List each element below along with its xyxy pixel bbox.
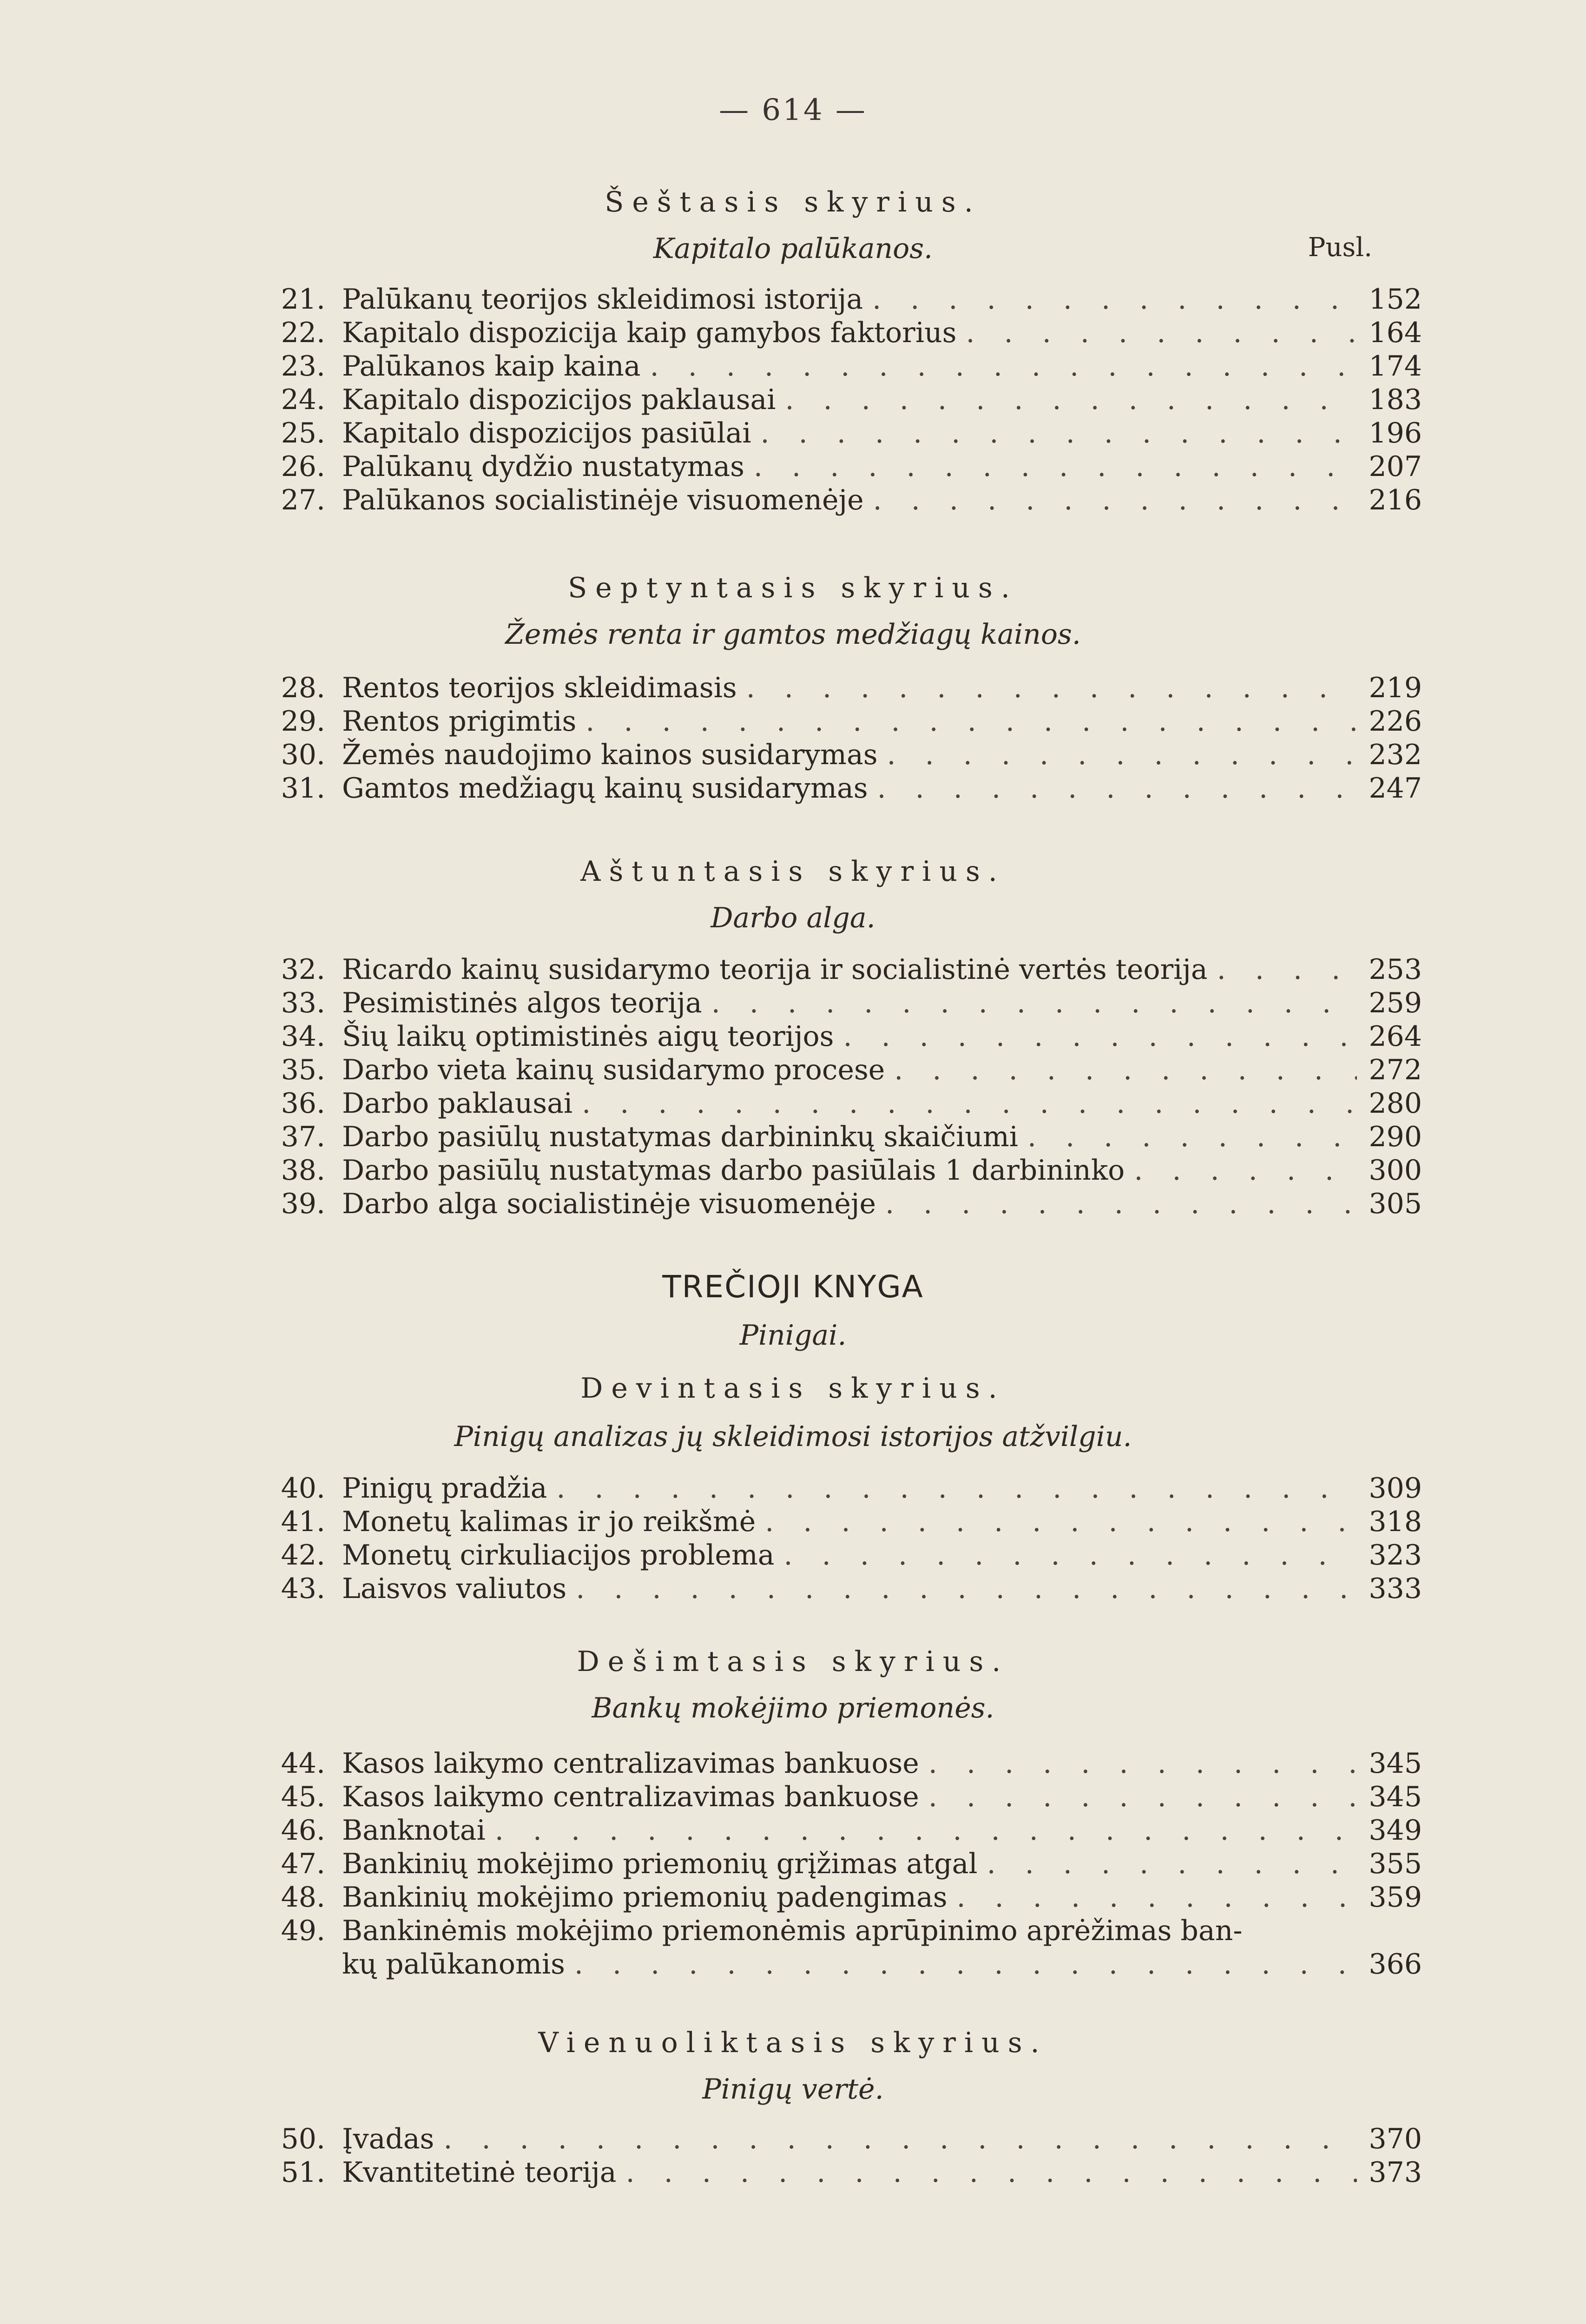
entry-number: 49. [281, 1915, 325, 1947]
dot-leader [878, 738, 1357, 772]
chapter-subtitle: Kapitalo palūkanos. [653, 232, 933, 265]
entry-page: 345 [1369, 1747, 1422, 1780]
toc-entry[interactable] [251, 350, 1422, 383]
entry-title: Banknotai [342, 1814, 486, 1847]
entry-title: Darbo pasiūlų nustatymas darbininkų skaičiumi [342, 1121, 1018, 1153]
entry-line-2 [251, 1948, 1422, 1981]
entry-page: 318 [1369, 1505, 1422, 1538]
toc-entry[interactable] [251, 1780, 1422, 1814]
entry-number: 41. [281, 1505, 325, 1538]
toc-entry[interactable] [251, 1572, 1422, 1605]
entry-page: 226 [1369, 705, 1422, 738]
toc-entry[interactable] [251, 1120, 1422, 1154]
entry-title: Rentos prigimtis [342, 705, 577, 738]
entry-page: 290 [1369, 1121, 1422, 1153]
entry-title: Palūkanų teorijos skleidimosi istorija [342, 283, 863, 316]
entry-page: 323 [1369, 1539, 1422, 1571]
entry-page: 253 [1369, 953, 1422, 986]
toc-entry[interactable] [251, 705, 1422, 738]
toc-entry[interactable] [251, 1538, 1422, 1572]
dot-leader [863, 283, 1357, 316]
entry-page: 264 [1369, 1020, 1422, 1053]
entry-number: 45. [281, 1781, 325, 1813]
entry-page: 174 [1369, 350, 1422, 383]
entry-title: Kasos laikymo centralizavimas bankuose [342, 1781, 919, 1813]
entry-title: Darbo paklausai [342, 1087, 573, 1120]
entry-title: Gamtos medžiagų kainų susidarymas [342, 772, 868, 805]
entry-page: 345 [1369, 1781, 1422, 1813]
chapter-subtitle: Bankų mokėjimo priemonės. [592, 1692, 994, 1724]
dot-leader [864, 483, 1357, 517]
entry-page: 359 [1369, 1881, 1422, 1914]
toc-entry[interactable] [251, 1881, 1422, 1914]
entry-number: 27. [281, 484, 325, 516]
entry-title: Kasos laikymo centralizavimas bankuose [342, 1747, 919, 1780]
entry-line-1 [251, 1914, 1422, 1948]
entry-number: 47. [281, 1848, 325, 1880]
entry-number: 42. [281, 1539, 325, 1571]
dot-leader [737, 671, 1357, 705]
dot-leader [566, 1572, 1357, 1605]
page-number: — 614 — [719, 93, 867, 127]
toc-entry[interactable] [251, 1847, 1422, 1881]
entry-number: 24. [281, 383, 325, 416]
entry-title: Bankinių mokėjimo priemonių padengimas [342, 1881, 948, 1914]
entry-title-line-1: Bankinėmis mokėjimo priemonėmis aprūpinimo aprėžimas ban- [342, 1915, 1243, 1947]
dot-leader [1125, 1154, 1357, 1187]
toc-entry[interactable] [251, 1747, 1422, 1780]
entry-number: 44. [281, 1747, 325, 1780]
entry-page: 370 [1369, 2123, 1422, 2155]
dot-leader [978, 1847, 1357, 1881]
entry-number: 28. [281, 672, 325, 704]
entry-page: 219 [1369, 672, 1422, 704]
dot-leader [775, 1538, 1357, 1572]
page-column-label: Pusl. [1308, 232, 1372, 263]
entry-title: Palūkanos kaip kaina [342, 350, 641, 383]
entry-page: 164 [1369, 317, 1422, 349]
dot-leader [565, 1948, 1357, 1981]
entry-page: 355 [1369, 1848, 1422, 1880]
dot-leader [744, 450, 1357, 483]
dot-leader [434, 2122, 1357, 2156]
dot-leader [576, 705, 1357, 738]
entry-title: Kvantitetinė teorija [342, 2156, 617, 2189]
entry-title: Pinigų pradžia [342, 1472, 547, 1505]
chapter-title: Vienuoliktasis skyrius. [538, 2027, 1048, 2059]
entry-number: 31. [281, 772, 325, 805]
chapter-title: Dešimtasis skyrius. [577, 1645, 1009, 1678]
entry-number: 35. [281, 1054, 325, 1086]
dot-leader [776, 383, 1357, 416]
toc-entry-multiline[interactable] [251, 1914, 1422, 1981]
entry-page: 300 [1369, 1154, 1422, 1187]
entry-number: 46. [281, 1814, 325, 1847]
entry-page: 232 [1369, 739, 1422, 771]
toc-entry[interactable] [251, 450, 1422, 483]
dot-leader [751, 416, 1357, 450]
entry-number: 37. [281, 1121, 325, 1153]
dot-leader [547, 1472, 1357, 1505]
book-subtitle: Pinigai. [739, 1319, 847, 1352]
entry-page: 309 [1369, 1472, 1422, 1505]
entry-title: Bankinių mokėjimo priemonių grįžimas atgal [342, 1848, 978, 1880]
entry-number: 29. [281, 705, 325, 738]
toc-entry[interactable] [251, 986, 1422, 1020]
entry-page: 196 [1369, 417, 1422, 449]
chapter-subtitle: Darbo alga. [711, 902, 875, 934]
toc-entry[interactable] [251, 671, 1422, 705]
entry-title: Laisvos valiutos [342, 1572, 567, 1605]
entry-title: Kapitalo dispozicija kaip gamybos faktorius [342, 317, 957, 349]
dot-leader [885, 1053, 1357, 1087]
toc-entry[interactable] [251, 383, 1422, 416]
dot-leader [486, 1814, 1357, 1847]
dot-leader [756, 1505, 1357, 1538]
dot-leader [956, 316, 1357, 350]
entry-title: Ricardo kainų susidarymo teorija ir socialistinė vertės teorija [342, 953, 1208, 986]
entry-number: 43. [281, 1572, 325, 1605]
chapter-title: Devintasis skyrius. [580, 1372, 1006, 1405]
toc-entry[interactable] [251, 1814, 1422, 1847]
chapter-subtitle: Žemės renta ir gamtos medžiagų kainos. [505, 618, 1081, 651]
entry-title: Monetų cirkuliacijos problema [342, 1539, 775, 1571]
toc-entry[interactable] [251, 1505, 1422, 1538]
entry-number: 33. [281, 987, 325, 1019]
entry-number: 30. [281, 739, 325, 771]
toc-entry[interactable] [251, 772, 1422, 805]
toc-entry[interactable] [251, 283, 1422, 316]
entry-page: 247 [1369, 772, 1422, 805]
entry-number: 32. [281, 953, 325, 986]
entry-page: 152 [1369, 283, 1422, 316]
toc-entry[interactable] [251, 416, 1422, 450]
entry-page: 207 [1369, 450, 1422, 483]
toc-entry[interactable] [251, 953, 1422, 986]
chapter-subtitle: Pinigų vertė. [702, 2073, 884, 2106]
entry-number: 51. [281, 2156, 325, 2189]
entry-title: Darbo vieta kainų susidarymo procese [342, 1054, 885, 1086]
toc-entry[interactable] [251, 2156, 1422, 2189]
entry-title: Įvadas [342, 2123, 434, 2155]
dot-leader [834, 1020, 1357, 1053]
entry-title: Monetų kalimas ir jo reikšmė [342, 1505, 756, 1538]
toc-entry[interactable] [251, 1020, 1422, 1053]
dot-leader [876, 1187, 1357, 1221]
entry-title: Rentos teorijos skleidimasis [342, 672, 737, 704]
dot-leader [948, 1881, 1357, 1914]
entry-title: Pesimistinės algos teorija [342, 987, 702, 1019]
entry-number: 21. [281, 283, 325, 316]
chapter-title: Septyntasis skyrius. [568, 572, 1018, 604]
toc-entry[interactable] [251, 1053, 1422, 1087]
entry-number: 50. [281, 2123, 325, 2155]
toc-entry[interactable] [251, 1187, 1422, 1221]
dot-leader [617, 2156, 1357, 2189]
toc-entry[interactable] [251, 738, 1422, 772]
entry-page: 272 [1369, 1054, 1422, 1086]
entry-page: 305 [1369, 1188, 1422, 1220]
dot-leader [1208, 953, 1357, 986]
chapter-title: Šeštasis skyrius. [605, 186, 981, 218]
entry-page: 333 [1369, 1572, 1422, 1605]
toc-entry[interactable] [251, 1472, 1422, 1505]
entry-number: 23. [281, 350, 325, 383]
dot-leader [573, 1087, 1357, 1120]
entry-page: 366 [1369, 1948, 1422, 1981]
entry-title: Darbo alga socialistinėje visuomenėje [342, 1188, 876, 1220]
dot-leader [702, 986, 1357, 1020]
entry-page: 183 [1369, 383, 1422, 416]
entry-title-line-2: kų palūkanomis [342, 1948, 565, 1981]
entry-number: 40. [281, 1472, 325, 1505]
chapter-title: Aštuntasis skyrius. [580, 855, 1006, 888]
toc-entry[interactable] [251, 1154, 1422, 1187]
entry-number: 48. [281, 1881, 325, 1914]
dot-leader [919, 1747, 1357, 1780]
entry-title: Darbo pasiūlų nustatymas darbo pasiūlais 1 darbininko [342, 1154, 1125, 1187]
dot-leader [641, 350, 1357, 383]
toc-entry[interactable] [251, 1087, 1422, 1120]
dot-leader [919, 1780, 1357, 1814]
entry-title: Palūkanos socialistinėje visuomenėje [342, 484, 864, 516]
toc-entry[interactable] [251, 316, 1422, 350]
entry-title: Palūkanų dydžio nustatymas [342, 450, 744, 483]
entry-number: 39. [281, 1188, 325, 1220]
entry-number: 36. [281, 1087, 325, 1120]
entry-page: 373 [1369, 2156, 1422, 2189]
dot-leader [868, 772, 1357, 805]
entry-page: 280 [1369, 1087, 1422, 1120]
entry-number: 38. [281, 1154, 325, 1187]
entry-page: 216 [1369, 484, 1422, 516]
chapter-subtitle: Pinigų analizas jų skleidimosi istorijos atžvilgiu. [454, 1420, 1132, 1453]
toc-entry[interactable] [251, 2122, 1422, 2156]
entry-title: Kapitalo dispozicijos pasiūlai [342, 417, 751, 449]
entry-number: 26. [281, 450, 325, 483]
entry-number: 22. [281, 317, 325, 349]
dot-leader [1018, 1120, 1357, 1154]
entry-page: 349 [1369, 1814, 1422, 1847]
book-title: TREČIOJI KNYGA [662, 1269, 924, 1305]
entry-title: Kapitalo dispozicijos paklausai [342, 383, 776, 416]
entry-page: 259 [1369, 987, 1422, 1019]
toc-entry[interactable] [251, 483, 1422, 517]
entry-number: 34. [281, 1020, 325, 1053]
entry-title: Žemės naudojimo kainos susidarymas [342, 739, 878, 771]
entry-title: Šių laikų optimistinės aigų teorijos [342, 1020, 834, 1053]
entry-number: 25. [281, 417, 325, 449]
